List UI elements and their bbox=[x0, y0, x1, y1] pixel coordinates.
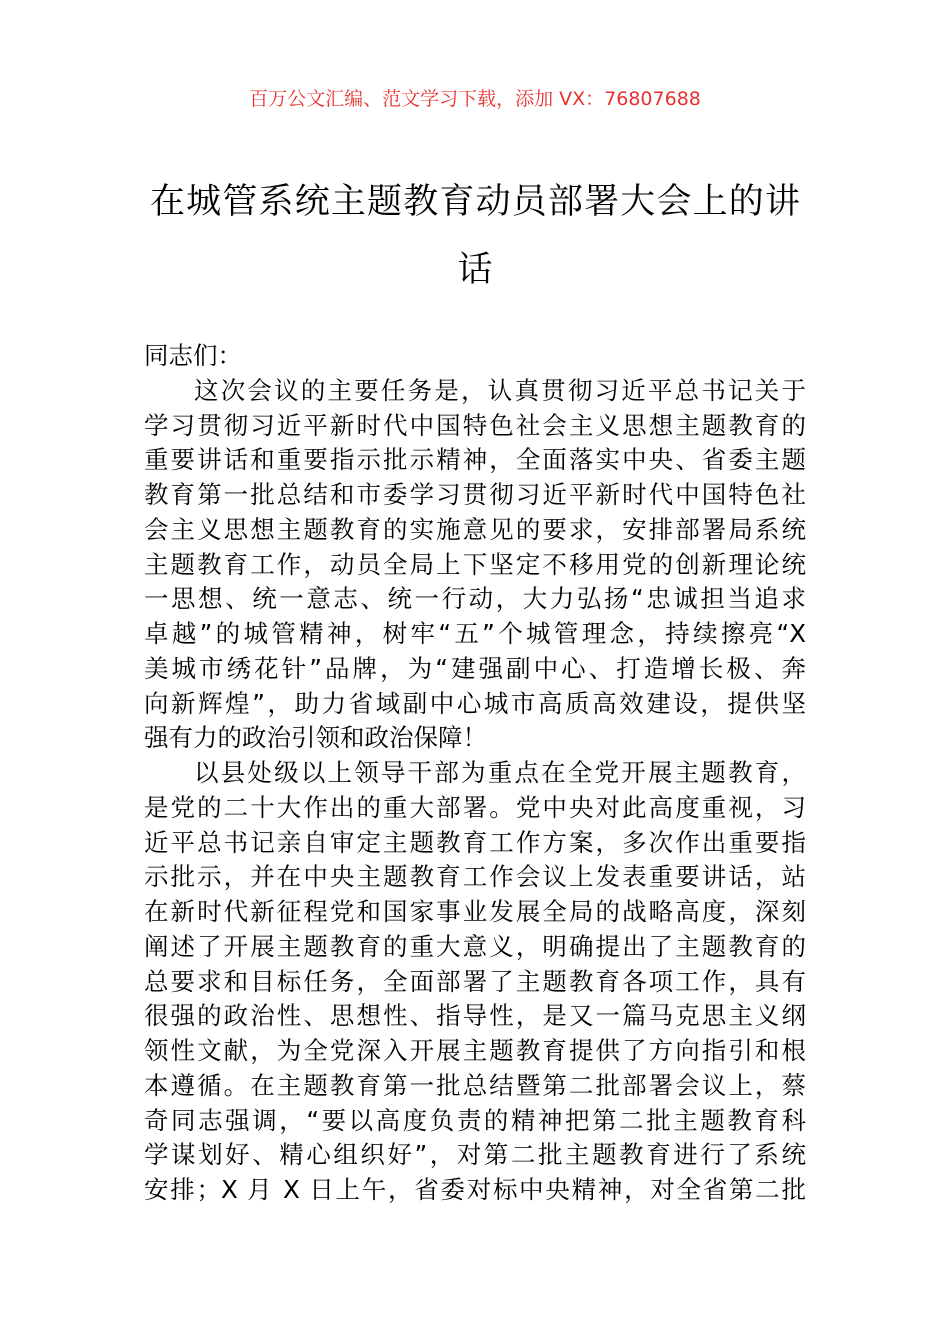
paragraph-line: 奇同志强调，“要以高度负责的精神把第二批主题教育科 bbox=[144, 1105, 806, 1135]
document-title-line-2: 话 bbox=[457, 250, 493, 290]
salutation: 同志们： bbox=[144, 341, 242, 370]
watermark-header: 百万公文汇编、范文学习下载，添加 VX：76807688 bbox=[249, 88, 701, 110]
paragraph-line: 学习贯彻习近平新时代中国特色社会主义思想主题教育的 bbox=[144, 410, 806, 440]
paragraph-line: 主题教育工作，动员全局上下坚定不移用党的创新理论统 bbox=[144, 549, 806, 579]
paragraph-line: 近平总书记亲自审定主题教育工作方案，多次作出重要指 bbox=[144, 827, 806, 857]
paragraph-line: 阐述了开展主题教育的重大意义，明确提出了主题教育的 bbox=[144, 931, 806, 961]
paragraph-line: 领性文献，为全党深入开展主题教育提供了方向指引和根 bbox=[144, 1036, 806, 1065]
paragraph-line: 这次会议的主要任务是，认真贯彻习近平总书记关于 bbox=[194, 375, 806, 405]
document-title-line-1: 在城管系统主题教育动员部署大会上的讲 bbox=[150, 182, 800, 222]
document-body bbox=[144, 339, 806, 1208]
paragraph-line: 教育第一批总结和市委学习贯彻习近平新时代中国特色社 bbox=[144, 480, 806, 509]
paragraph-line: 以县处级以上领导干部为重点在全党开展主题教育， bbox=[194, 758, 806, 787]
paragraph-line: 在新时代新征程党和国家事业发展全局的战略高度，深刻 bbox=[144, 897, 806, 926]
paragraph bbox=[144, 374, 806, 756]
paragraph-line: 强有力的政治引领和政治保障！ bbox=[144, 723, 487, 753]
paragraph-line: 总要求和目标任务，全面部署了主题教育各项工作，具有 bbox=[144, 966, 806, 996]
paragraph-line: 一思想、统一意志、统一行动，大力弘扬“忠诚担当追求 bbox=[144, 584, 806, 614]
paragraph-line: 很强的政治性、思想性、指导性，是又一篇马克思主义纲 bbox=[144, 1001, 806, 1031]
paragraph-line: 会主义思想主题教育的实施意见的要求，安排部署局系统 bbox=[144, 514, 806, 544]
paragraph-line: 学谋划好、精心组织好”，对第二批主题教育进行了系统 bbox=[144, 1140, 806, 1170]
paragraph-line: 重要讲话和重要指示批示精神，全面落实中央、省委主题 bbox=[144, 445, 806, 475]
paragraph-line: 卓越”的城管精神，树牢“五”个城管理念，持续擦亮“X bbox=[144, 619, 806, 648]
paragraph-line: 示批示，并在中央主题教育工作会议上发表重要讲话，站 bbox=[144, 862, 806, 892]
paragraph-line: 本遵循。在主题教育第一批总结暨第二批部署会议上，蔡 bbox=[144, 1070, 806, 1100]
paragraph bbox=[144, 756, 806, 1208]
paragraph-line: 美城市绣花针”品牌，为“建强副中心、打造增长极、奔 bbox=[144, 653, 806, 683]
paragraph-line: 安排；X 月 X 日上午，省委对标中央精神，对全省第二批 bbox=[144, 1175, 806, 1204]
paragraph-line: 向新辉煌”，助力省域副中心城市高质高效建设，提供坚 bbox=[144, 688, 806, 718]
paragraph-line: 是党的二十大作出的重大部署。党中央对此高度重视，习 bbox=[144, 792, 806, 822]
paragraphs bbox=[144, 374, 806, 1208]
